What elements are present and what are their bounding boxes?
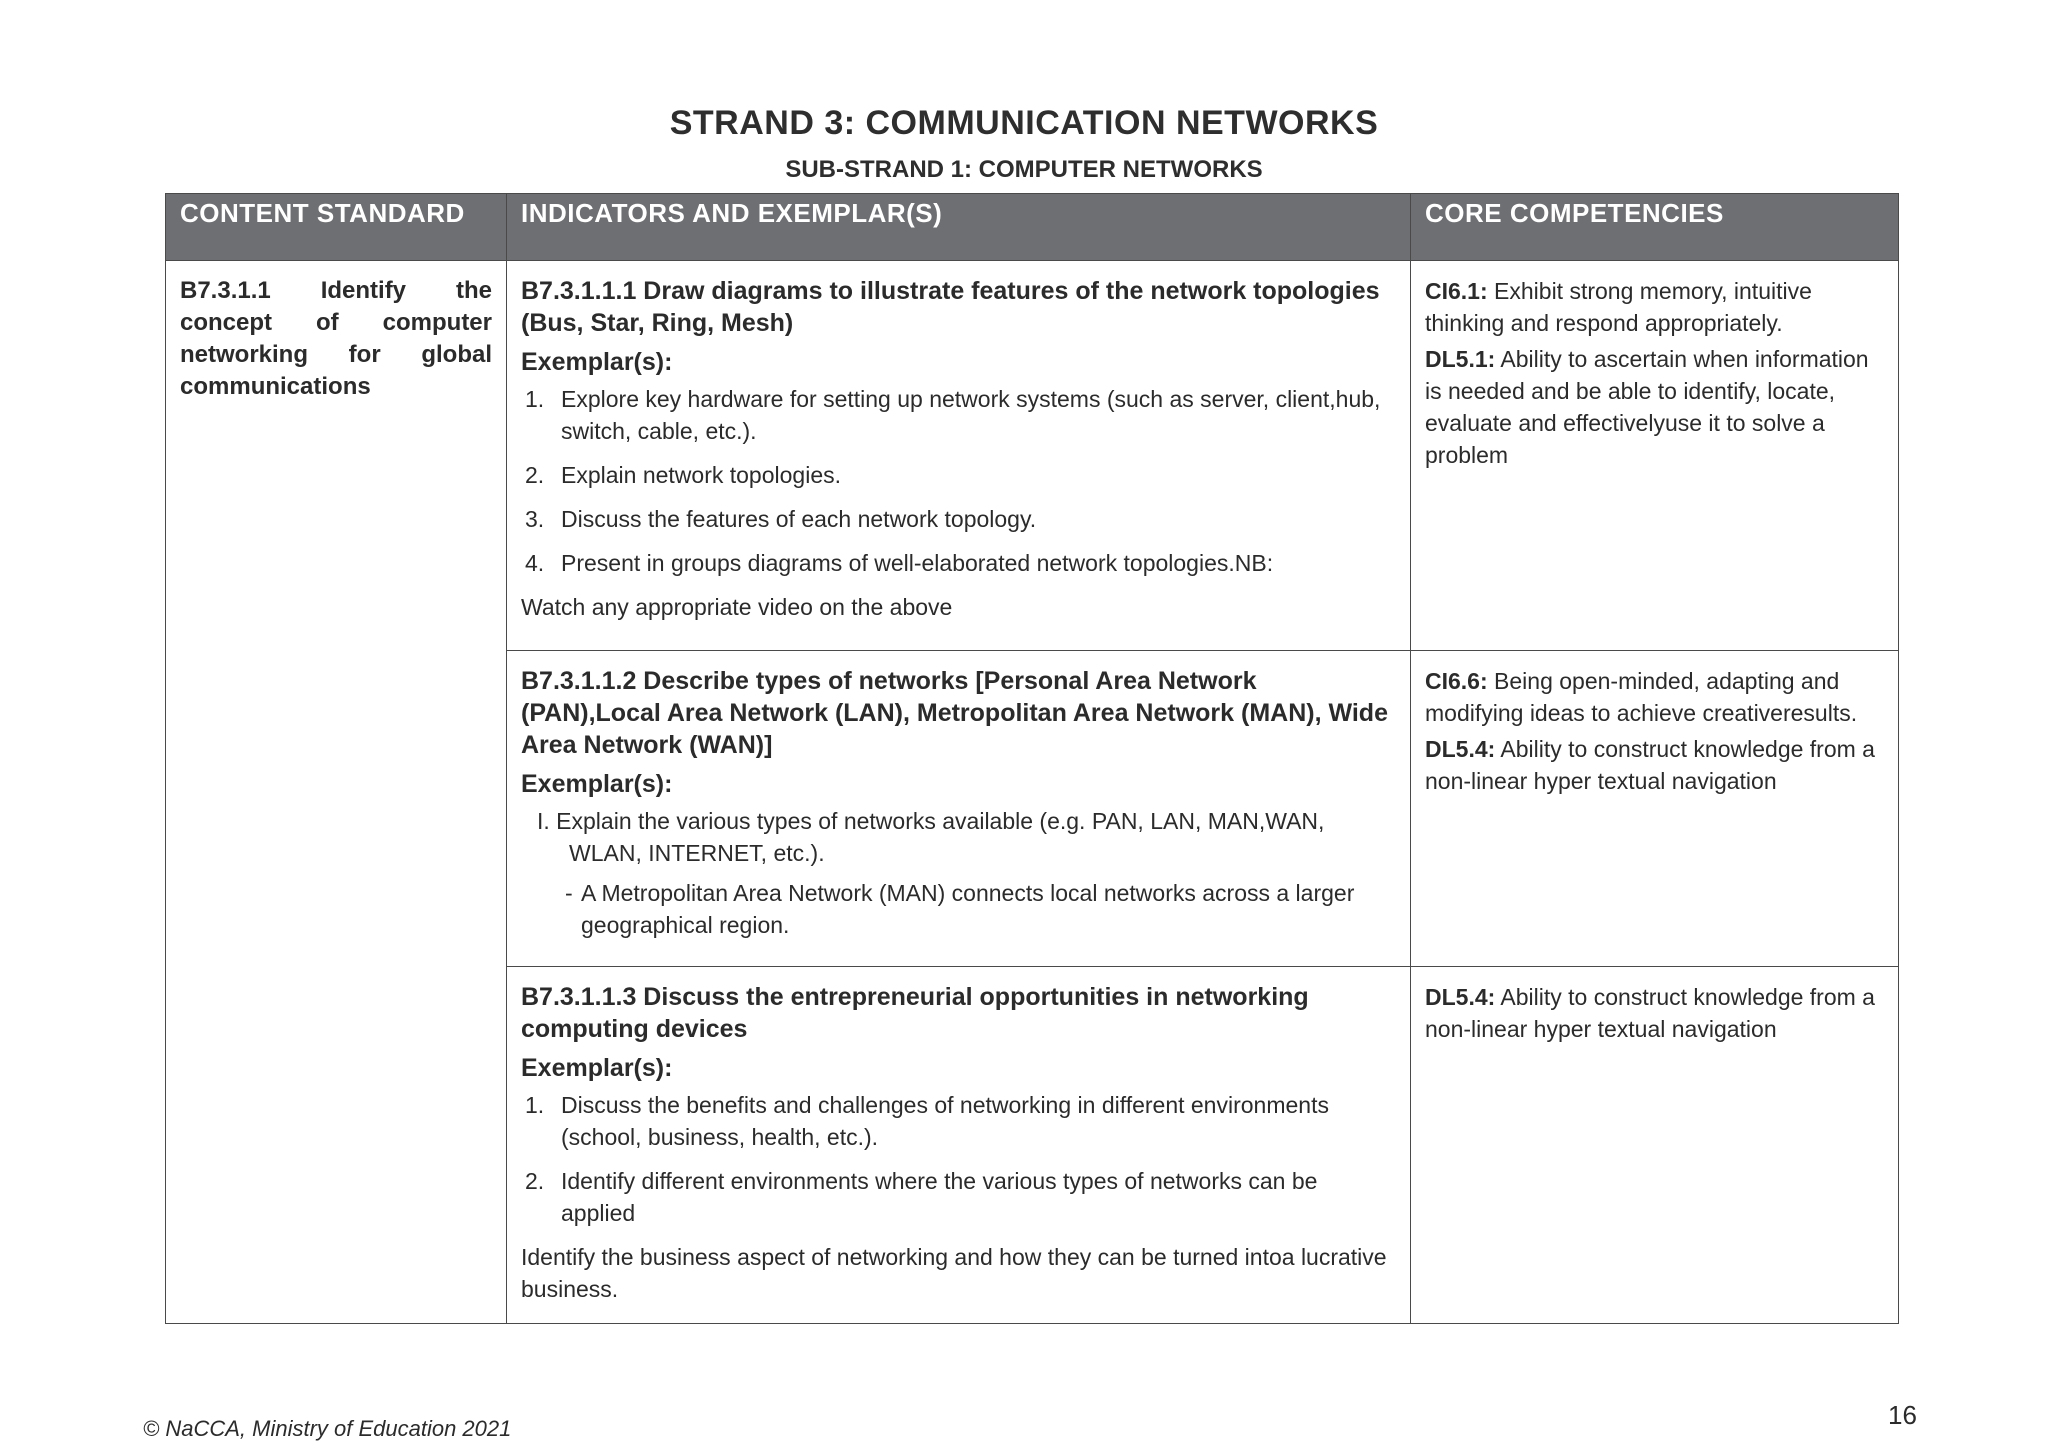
competencies-cell <box>1411 967 1899 1324</box>
competency-item: CI6.1: Exhibit strong memory, intuitive thinking and respond appropriately. <box>1425 278 1812 336</box>
exemplar-note: Watch any appropriate video on the above <box>521 594 953 620</box>
exemplar-list <box>521 1089 1396 1229</box>
list-item: - A Metropolitan Area Network (MAN) connects local networks across a larger geographical region. <box>565 880 1355 938</box>
list-item: 3. Discuss the features of each network topology. <box>525 506 1037 532</box>
copyright-footer: © NaCCA, Ministry of Education 2021 <box>143 1416 512 1441</box>
competency-item: CI6.6: Being open-minded, adapting and modifying ideas to achieve creativeresults. <box>1425 668 1858 726</box>
list-item: 1. Discuss the benefits and challenges of networking in different environments (school, business, health, etc.). <box>525 1092 1329 1150</box>
header-core-competencies: CORE COMPETENCIES <box>1411 194 1899 261</box>
table-row <box>166 261 1899 651</box>
content-standard-text: B7.3.1.1 Identify the concept of computer networking for global communications <box>180 277 492 400</box>
page-subtitle: SUB-STRAND 1: COMPUTER NETWORKS <box>785 156 1263 183</box>
indicator-title: B7.3.1.1.1 Draw diagrams to illustrate features of the network topologies (Bus, Star, Ring, Mesh) <box>521 277 1380 337</box>
exemplar-label: Exemplar(s): <box>521 1054 673 1082</box>
competency-item: DL5.4: Ability to construct knowledge from a non-linear hyper textual navigation <box>1425 984 1875 1042</box>
list-item: 4. Present in groups diagrams of well-elaborated network topologies.NB: <box>525 550 1274 576</box>
page-number: 16 <box>1888 1400 1917 1430</box>
page-title: STRAND 3: COMMUNICATION NETWORKS <box>669 104 1379 142</box>
list-item: 2. Identify different environments where the various types of networks can be applied <box>525 1168 1318 1226</box>
competencies-cell <box>1411 651 1899 967</box>
content-standard-cell <box>166 261 507 1324</box>
competency-item: DL5.4: Ability to construct knowledge from a non-linear hyper textual navigation <box>1425 736 1875 794</box>
indicator-cell <box>507 967 1411 1324</box>
curriculum-table <box>165 193 1899 1324</box>
header-indicators: INDICATORS AND EXEMPLAR(S) <box>507 194 1411 261</box>
indicator-title: B7.3.1.1.2 Describe types of networks [Personal Area Network (PAN),Local Area Network (LAN), Metropolitan Area Network (MAN), Wide Area Network (WAN)] <box>521 667 1388 759</box>
list-item: I. Explain the various types of networks available (e.g. PAN, LAN, MAN,WAN, WLAN, INTERNET, etc.). <box>537 808 1325 866</box>
indicator-title: B7.3.1.1.3 Discuss the entrepreneurial opportunities in networking computing devices <box>521 983 1309 1043</box>
table-header-row <box>166 194 1899 261</box>
competencies-cell <box>1411 261 1899 651</box>
exemplar-label: Exemplar(s): <box>521 348 673 376</box>
header-content-standard: CONTENT STANDARD <box>166 194 507 261</box>
indicator-cell <box>507 261 1411 651</box>
list-item: 2. Explain network topologies. <box>525 462 841 488</box>
exemplar-note: Identify the business aspect of networking and how they can be turned intoa lucrative business. <box>521 1244 1387 1302</box>
exemplar-label: Exemplar(s): <box>521 770 673 798</box>
list-item: 1. Explore key hardware for setting up network systems (such as server, client,hub, switch, cable, etc.). <box>525 386 1381 444</box>
competency-item: DL5.1: Ability to ascertain when information is needed and be able to identify, locate, evaluate and effectivelyuse it to solve a problem <box>1425 346 1869 468</box>
exemplar-list <box>521 383 1396 579</box>
indicator-cell <box>507 651 1411 967</box>
